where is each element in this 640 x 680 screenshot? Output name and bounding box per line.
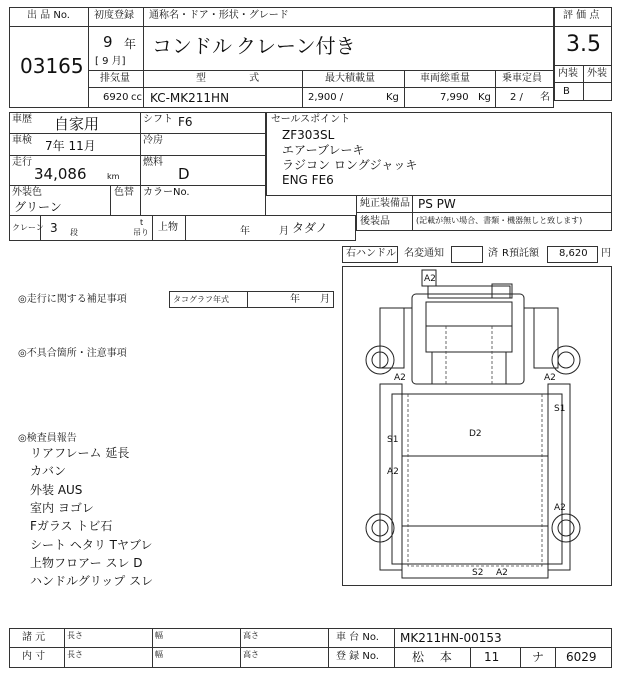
first-reg-year: 9 (103, 33, 113, 51)
tacho-month-unit: 月 (320, 294, 330, 305)
inspector-item: ハンドルグリップ スレ (30, 574, 154, 588)
displacement: 6920 (103, 92, 129, 103)
max-load-label: 最大積載量 (325, 73, 375, 84)
footer-table (9, 628, 612, 668)
tacho-year-unit: 年 (290, 294, 300, 305)
inner-dims-label: 内 寸 (22, 651, 46, 662)
ext-color-label: 外装色 (12, 187, 42, 198)
inspector-item: 上物フロアー スレ D (30, 556, 143, 570)
sales-point-item: エアーブレーキ (282, 143, 365, 157)
max-load-unit: Kg (386, 92, 399, 103)
damage-mark: A2 (394, 373, 406, 383)
deck-year-unit: 年 (240, 226, 250, 237)
capacity: 2 / (510, 92, 523, 103)
reg-area: 松 本 (412, 650, 458, 664)
sales-point-item: ZF303SL (282, 128, 335, 142)
crane-hoist-unit: 吊り (133, 228, 149, 237)
history: 自家用 (54, 115, 100, 133)
shift-label: シフト (143, 114, 173, 125)
equipment: PS PW (418, 197, 456, 211)
chassis-no: MK211HN-00153 (400, 631, 502, 645)
reg-class: 11 (484, 650, 500, 664)
damage-mark: S1 (554, 404, 566, 414)
displacement-label: 排気量 (100, 73, 130, 84)
name-grade-label: 通称名・ドア・形状・グレード (149, 10, 289, 21)
damage-mark: S2 (472, 568, 484, 578)
reg-number: 6029 (566, 650, 597, 664)
inspector-item: リアフレーム 延長 (30, 446, 130, 460)
damage-mark: A2 (387, 467, 399, 477)
first-reg-month: [ 9 月] (95, 56, 126, 67)
length-label: 長さ (67, 650, 83, 659)
defects-label: ◎不具合箇所・注意事項 (18, 348, 127, 359)
fuel: D (178, 165, 190, 183)
aftermarket-note: (記載が無い場合、書類・機器無しと致します) (416, 216, 583, 225)
crane-stages-unit: 段 (70, 228, 78, 237)
wheel-rear-right (552, 514, 580, 542)
first-reg-year-unit: 年 (124, 37, 137, 51)
color-no-label: カラーNo. (143, 187, 190, 198)
width-label: 幅 (155, 650, 163, 659)
crane-label: クレーン (12, 223, 44, 232)
exhibit-no: 03165 (20, 54, 84, 78)
handle: 右ハンドル (346, 248, 396, 259)
recycle-label: R預託額 (502, 248, 539, 259)
interior-grade: B (563, 86, 570, 97)
deck-label: 上物 (158, 222, 178, 233)
exhibit-no-label: 出 品 No. (27, 10, 70, 21)
height-label: 高さ (243, 650, 259, 659)
inspector-item: 室内 ヨゴレ (30, 501, 94, 515)
windshield (426, 302, 512, 352)
chassis-label: 車 台 No. (336, 632, 379, 643)
exterior-label: 外装 (587, 68, 607, 79)
score-label: 評 価 点 (563, 10, 600, 21)
inspector-label: ◎検査員報告 (18, 433, 77, 444)
tacho-label: タコグラフ年式 (173, 295, 229, 304)
running-notes-label: ◎走行に関する補足事項 (18, 294, 127, 305)
damage-mark: A2 (554, 503, 566, 513)
damage-mark: A2 (544, 373, 556, 383)
ext-color: グリーン (14, 200, 62, 214)
reg-kana: ナ (532, 650, 545, 664)
deck-maker: タダノ (292, 221, 328, 235)
crane-stages: 3 (50, 221, 58, 235)
inspector-item: Fガラス トビ石 (30, 519, 113, 533)
sales-point-label: セールスポイント (271, 114, 351, 125)
recycle-amount: 8,620 (559, 248, 588, 259)
capacity-label: 乗車定員 (502, 73, 542, 84)
inspector-item: カバン (30, 464, 67, 478)
inspector-item: 外装 AUS (30, 483, 83, 497)
deck-month-unit: 月 (279, 226, 289, 237)
cab-side-left (380, 308, 404, 368)
sales-point-item: ラジコン ロングジャッキ (282, 158, 418, 172)
equipment-label: 純正装備品 (360, 198, 410, 209)
mileage-label: 走行 (12, 157, 32, 168)
ac-label: 冷房 (143, 135, 163, 146)
color-change-label: 色替 (114, 187, 134, 198)
mileage-unit: km (107, 172, 120, 181)
first-reg-label: 初度登録 (94, 10, 134, 21)
cab-side-right (534, 308, 558, 368)
name-change-box (451, 246, 483, 263)
history-label: 車歴 (12, 114, 32, 125)
capacity-unit: 名 (540, 92, 550, 103)
crane-ton-unit: t (140, 218, 144, 227)
truck-diagram (342, 266, 612, 586)
damage-mark: D2 (469, 429, 482, 439)
damage-mark: A2 (424, 274, 436, 284)
gross-weight-unit: Kg (478, 92, 491, 103)
reg-label: 登 録 No. (336, 651, 379, 662)
shift: F6 (178, 115, 193, 129)
gross-weight: 7,990 (440, 92, 469, 103)
model-label: 型 式 (196, 73, 260, 84)
displacement-unit: cc (131, 92, 142, 103)
wheel-front-right (552, 346, 580, 374)
car-grade: クレーン付き (236, 34, 356, 58)
sales-point-item: ENG FE6 (282, 173, 334, 187)
model: KC-MK211HN (150, 91, 230, 105)
cab (412, 294, 524, 384)
inspection: 7年 11月 (45, 139, 96, 153)
gross-weight-label: 車両総重量 (420, 73, 470, 84)
score: 3.5 (566, 32, 601, 57)
car-name: コンドル (152, 34, 232, 58)
inspector-item: シート ヘタリ Tヤブレ (30, 538, 153, 552)
cab-roof (428, 286, 510, 298)
width-label: 幅 (155, 631, 163, 640)
name-change-label: 名変通知 (404, 248, 444, 259)
damage-mark: S1 (387, 435, 399, 445)
max-load: 2,900 / (308, 92, 344, 103)
yen-unit: 円 (601, 248, 611, 259)
aftermarket-label: 後装品 (360, 216, 390, 227)
interior-label: 内装 (558, 68, 578, 79)
specs-label: 諸 元 (22, 632, 46, 643)
cargo-deck (392, 394, 562, 564)
length-label: 長さ (67, 631, 83, 640)
fuel-label: 燃料 (143, 157, 163, 168)
mileage: 34,086 (34, 165, 87, 183)
recycle-status: 済 (488, 248, 498, 259)
inspection-label: 車検 (12, 135, 32, 146)
damage-mark: A2 (496, 568, 508, 578)
height-label: 高さ (243, 631, 259, 640)
